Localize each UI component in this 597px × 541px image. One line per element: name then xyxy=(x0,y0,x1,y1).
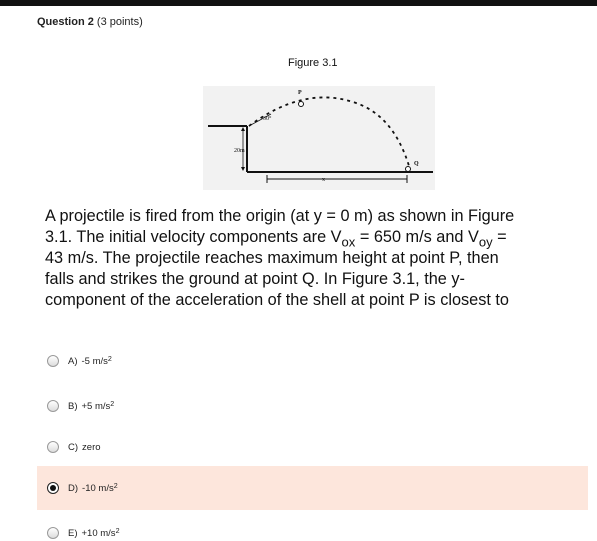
point-q xyxy=(406,167,411,172)
question-header xyxy=(37,16,143,28)
question-points: (3 points) xyxy=(96,16,143,28)
option-d-radio[interactable] xyxy=(47,482,59,494)
x-label: x xyxy=(322,177,325,183)
p-label: P xyxy=(298,90,302,96)
question-line-3: 43 m/s. The projectile reaches maximum height at point P, then xyxy=(45,249,499,267)
question-line-5: component of the acceleration of the shell at point P is closest to xyxy=(45,291,509,309)
option-text: -5 $m/s^2$ xyxy=(81,354,112,367)
question-line-4: falls and strikes the ground at point Q. In Figure 3.1, the y- xyxy=(45,270,465,288)
option-letter: C) xyxy=(68,441,79,453)
point-p xyxy=(299,102,304,107)
option-e-radio[interactable] xyxy=(47,527,59,539)
figure-diagram xyxy=(203,86,435,190)
option-text: zero xyxy=(82,441,101,453)
question-line-2: 3.1. The initial velocity components are $V_{ox} = 650$ m/s and $V_{oy}$ = xyxy=(45,228,507,250)
trajectory-path xyxy=(249,97,409,166)
height-label: 20m xyxy=(234,148,245,154)
option-a-radio[interactable] xyxy=(47,355,59,367)
angle-label: 30° xyxy=(263,116,272,122)
question-text xyxy=(45,206,597,311)
top-bar xyxy=(0,0,597,6)
option-text: +5 $m/s^2$ xyxy=(81,399,115,412)
option-b-radio[interactable] xyxy=(47,400,59,412)
option-d[interactable] xyxy=(37,466,588,510)
option-text: -10 $m/s^2$ xyxy=(82,481,118,494)
option-letter: B) xyxy=(68,400,78,412)
option-a[interactable] xyxy=(37,342,588,380)
option-e[interactable] xyxy=(37,514,588,541)
option-letter: A) xyxy=(68,355,78,367)
question-number: Question 2 xyxy=(37,16,94,28)
option-text: +10 $m/s^2$ xyxy=(81,526,120,539)
option-letter: D) xyxy=(68,482,79,494)
option-letter: E) xyxy=(68,528,78,539)
question-line-1: A projectile is fired from the origin (at y = 0 m) as shown in Figure xyxy=(45,207,515,225)
option-c-radio[interactable] xyxy=(47,441,59,453)
option-c[interactable] xyxy=(37,428,588,466)
q-label: Q xyxy=(414,161,419,167)
projectile-diagram xyxy=(203,86,435,190)
figure-title: Figure 3.1 xyxy=(288,57,338,69)
option-b[interactable] xyxy=(37,387,588,425)
